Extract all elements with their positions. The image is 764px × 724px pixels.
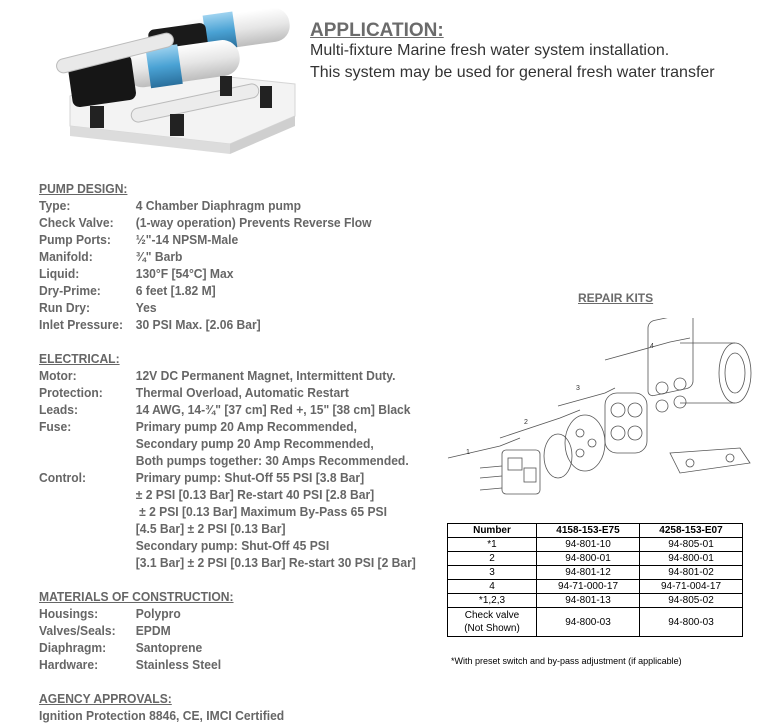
table-cell: 94-801-12 xyxy=(537,566,640,580)
agency-title: AGENCY APPROVALS: xyxy=(39,691,172,706)
spec-row xyxy=(39,537,411,554)
spec-label: Check Valve: xyxy=(39,215,114,230)
spec-label xyxy=(39,452,136,469)
spec-value: Yes xyxy=(135,300,157,315)
spec-row xyxy=(39,231,411,248)
spec-label: Dry-Prime: xyxy=(39,283,101,298)
spec-row xyxy=(39,554,416,571)
table-row xyxy=(448,594,743,608)
table-cell: *1,2,3 xyxy=(448,594,537,608)
electrical-title: ELECTRICAL: xyxy=(39,351,120,366)
spec-row xyxy=(39,435,411,452)
table-cell: 94-800-03 xyxy=(537,608,640,637)
table-header-row xyxy=(448,524,743,538)
spec-label xyxy=(39,435,136,452)
column-header: Number xyxy=(448,524,537,538)
spec-value: [4.5 Bar] ± 2 PSI [0.13 Bar] xyxy=(135,521,286,536)
spec-label xyxy=(39,537,136,554)
spec-value: ± 2 PSI [0.13 Bar] Maximum By-Pass 65 PSI xyxy=(135,504,387,519)
callout-2: 2 xyxy=(524,419,528,426)
spec-value: 6 feet [1.82 M] xyxy=(135,283,216,298)
table-row xyxy=(448,566,743,580)
table-cell: 94-801-13 xyxy=(537,594,640,608)
spec-label: Diaphragm: xyxy=(39,640,107,655)
table-cell: Check valve (Not Shown) xyxy=(448,608,537,637)
table-cell: 94-800-01 xyxy=(640,552,743,566)
spec-row xyxy=(39,452,411,469)
spec-row xyxy=(39,214,411,231)
spec-label: Type: xyxy=(39,198,71,213)
table-row xyxy=(448,538,743,552)
spec-label: Motor: xyxy=(39,368,77,383)
table-cell: 94-71-000-17 xyxy=(537,580,640,594)
spec-label: Housings: xyxy=(39,606,99,621)
spec-label: Run Dry: xyxy=(39,300,91,315)
spec-value: ± 2 PSI [0.13 Bar] Re-start 40 PSI [2.8 Bar] xyxy=(135,487,375,502)
spec-label: Inlet Pressure: xyxy=(39,317,124,332)
table-cell: *1 xyxy=(448,538,537,552)
callout-1: 1 xyxy=(466,449,470,456)
spec-value: Santoprene xyxy=(135,640,203,655)
repair-kits-table xyxy=(447,523,743,637)
spec-row xyxy=(39,248,411,265)
spec-value: [3.1 Bar] ± 2 PSI [0.13 Bar] Re-start 30 PSI [2 Bar] xyxy=(135,555,416,570)
column-header: 4158-153-E75 xyxy=(537,524,640,538)
spec-value: (1-way operation) Prevents Reverse Flow xyxy=(135,215,372,230)
table-cell: 4 xyxy=(448,580,537,594)
spec-value: ¾" Barb xyxy=(135,249,183,264)
spec-label: Leads: xyxy=(39,402,78,417)
callout-3: 3 xyxy=(576,385,580,392)
spec-label: Protection: xyxy=(39,385,103,400)
spec-row xyxy=(39,265,411,282)
spec-row xyxy=(39,622,411,639)
table-cell: 94-71-004-17 xyxy=(640,580,743,594)
pump-design-title: PUMP DESIGN: xyxy=(39,181,128,196)
materials-title: MATERIALS OF CONSTRUCTION: xyxy=(39,589,234,604)
agency-text: Ignition Protection 8846, CE, IMCI Certified xyxy=(39,708,285,723)
spec-value: EPDM xyxy=(135,623,171,638)
spec-label: Hardware: xyxy=(39,657,99,672)
spec-value: Both pumps together: 30 Amps Recommended. xyxy=(135,453,409,468)
spec-row xyxy=(39,503,411,520)
spec-value: 12V DC Permanent Magnet, Intermittent Duty. xyxy=(135,368,396,383)
table-cell: 94-805-02 xyxy=(640,594,743,608)
spec-row xyxy=(39,401,411,418)
spec-label: Valves/Seals: xyxy=(39,623,116,638)
table-row xyxy=(448,580,743,594)
spec-label: Control: xyxy=(39,470,87,485)
table-cell: 94-805-01 xyxy=(640,538,743,552)
spec-row xyxy=(39,486,411,503)
spec-label: Fuse: xyxy=(39,419,72,434)
spec-row xyxy=(39,197,411,214)
spec-row xyxy=(39,282,411,299)
spec-value: 130°F [54°C] Max xyxy=(135,266,234,281)
spec-label: Liquid: xyxy=(39,266,80,281)
spec-label: Pump Ports: xyxy=(39,232,111,247)
spec-value: Secondary pump 20 Amp Recommended, xyxy=(135,436,374,451)
application-line-1: Multi-fixture Marine fresh water system installation. xyxy=(310,42,670,59)
table-cell: 3 xyxy=(448,566,537,580)
column-header: 4258-153-E07 xyxy=(640,524,743,538)
exploded-view-diagram xyxy=(440,318,760,516)
spec-value: Primary pump 20 Amp Recommended, xyxy=(135,419,357,434)
spec-value: 30 PSI Max. [2.06 Bar] xyxy=(135,317,261,332)
spec-value: Polypro xyxy=(135,606,181,621)
spec-value: Thermal Overload, Automatic Restart xyxy=(135,385,349,400)
spec-label xyxy=(39,503,136,520)
spec-value: ½"-14 NPSM-Male xyxy=(135,232,239,247)
application-line-2: This system may be used for general fresh water transfer xyxy=(310,64,715,81)
table-cell: 94-800-03 xyxy=(640,608,743,637)
specifications xyxy=(39,180,416,724)
spec-row xyxy=(39,605,411,622)
spec-value: 4 Chamber Diaphragm pump xyxy=(135,198,301,213)
table-cell: 2 xyxy=(448,552,537,566)
spec-row xyxy=(39,520,411,537)
spec-row xyxy=(39,418,411,435)
spec-label xyxy=(39,554,136,571)
table-cell: 94-801-02 xyxy=(640,566,743,580)
table-cell: 94-800-01 xyxy=(537,552,640,566)
pump-system-photo xyxy=(30,6,300,156)
application-title: APPLICATION: xyxy=(310,20,444,41)
spec-value: Secondary pump: Shut-Off 45 PSI xyxy=(135,538,330,553)
spec-row xyxy=(39,384,411,401)
spec-row xyxy=(39,656,411,673)
spec-row xyxy=(39,469,411,486)
spec-row xyxy=(39,639,411,656)
table-row xyxy=(448,608,743,637)
repair-kits-title: REPAIR KITS xyxy=(578,291,654,305)
spec-row xyxy=(39,316,411,333)
callout-4: 4 xyxy=(650,343,654,350)
spec-value: Stainless Steel xyxy=(135,657,222,672)
spec-label xyxy=(39,486,136,503)
spec-value: 14 AWG, 14-¾" [37 cm] Red +, 15" [38 cm] Black xyxy=(135,402,411,417)
spec-label xyxy=(39,520,136,537)
repair-kits-footnote: *With preset switch and by-pass adjustment (if applicable) xyxy=(451,656,682,666)
table-cell: 94-801-10 xyxy=(537,538,640,552)
spec-label: Manifold: xyxy=(39,249,93,264)
spec-row xyxy=(39,299,411,316)
spec-row xyxy=(39,367,411,384)
table-row xyxy=(448,552,743,566)
spec-value: Primary pump: Shut-Off 55 PSI [3.8 Bar] xyxy=(135,470,365,485)
